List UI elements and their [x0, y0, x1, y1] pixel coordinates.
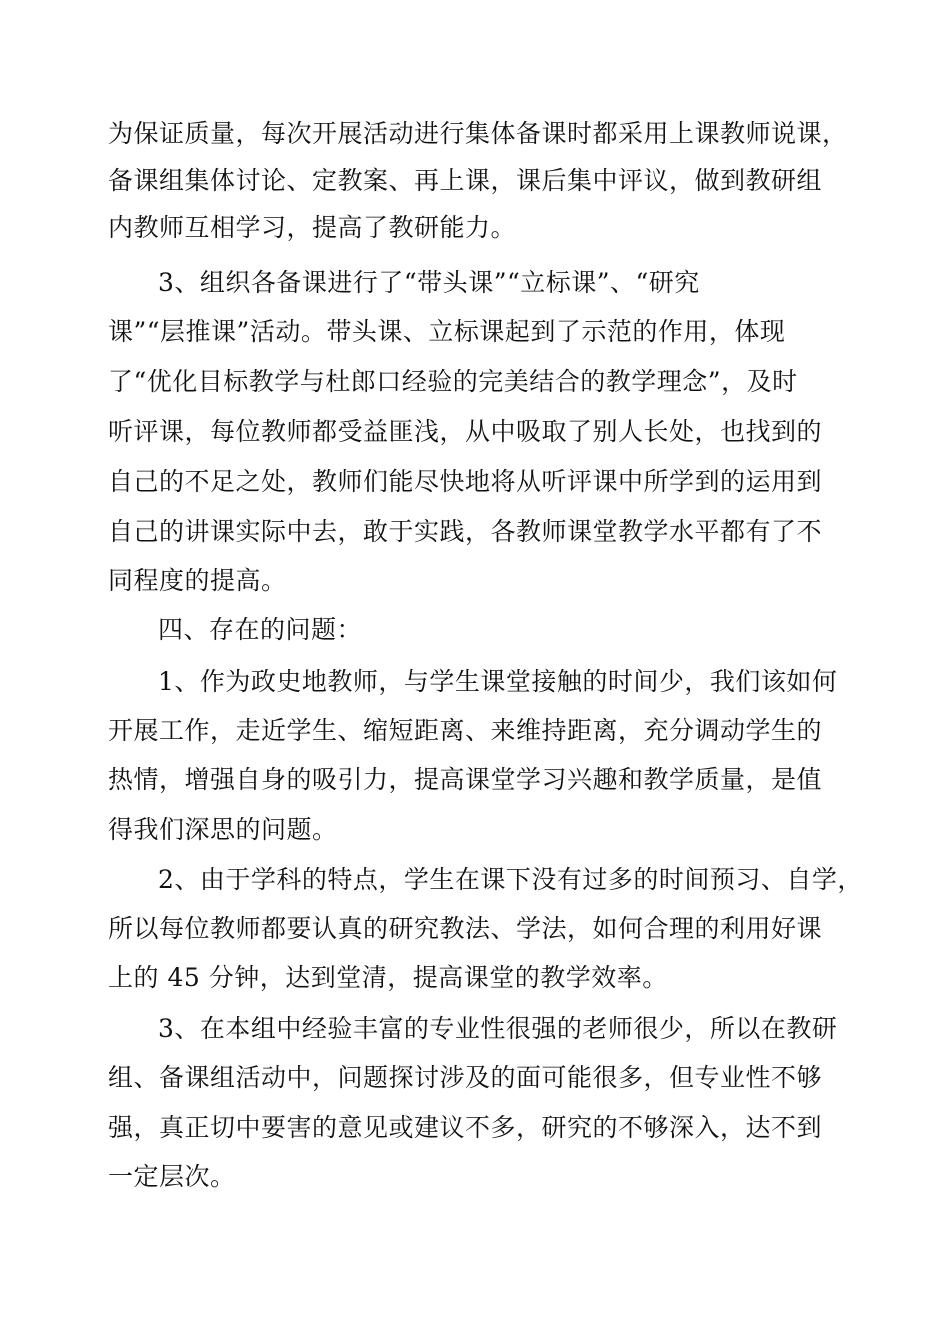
- paragraph-start-line: 2、由于学科的特点，学生在课下没有过多的时间预习、自学，: [158, 865, 863, 894]
- paragraph-start-line: 3、组织各备课进行了“带头课”“立标课”、“研究: [158, 268, 700, 297]
- text-line: 上的 45 分钟，达到堂清，提高课堂的教学效率。: [108, 963, 668, 992]
- text-line: 为保证质量，每次开展活动进行集体备课时都采用上课教师说课，: [108, 119, 848, 148]
- text-line: 听评课，每位教师都受益匪浅，从中吸取了别人长处，也找到的: [108, 417, 823, 446]
- text-line: 组、备课组活动中，问题探讨涉及的面可能很多，但专业性不够: [108, 1063, 823, 1092]
- paragraph-start-line: 3、在本组中经验丰富的专业性很强的老师很少，所以在教研: [158, 1014, 838, 1043]
- text-line: 内教师互相学习，提高了教研能力。: [108, 213, 517, 242]
- text-line: 热情，增强自身的吸引力，提高课堂学习兴趣和教学质量，是值: [108, 765, 823, 794]
- text-line: 同程度的提高。: [108, 566, 287, 595]
- paragraph-start-line: 1、作为政史地教师，与学生课堂接触的时间少，我们该如何: [158, 667, 838, 696]
- text-line: 自己的不足之处，教师们能尽快地将从听评课中所学到的运用到: [108, 467, 823, 496]
- text-line: 所以每位教师都要认真的研究教法、学法，如何合理的利用好课: [108, 914, 823, 943]
- text-line: 开展工作，走近学生、缩短距离、来维持距离，充分调动学生的: [108, 716, 823, 745]
- text-line: 强，真正切中要害的意见或建议不多，研究的不够深入，达不到: [108, 1113, 823, 1142]
- text-line: 自己的讲课实际中去，敢于实践，各教师课堂教学水平都有了不: [108, 517, 823, 546]
- text-line: 了“优化目标教学与杜郎口经验的完美结合的教学理念”，及时: [108, 367, 798, 396]
- text-line: 课”“层推课”活动。带头课、立标课起到了示范的作用，体现: [108, 317, 786, 346]
- text-line: 一定层次。: [108, 1162, 236, 1191]
- text-line: 得我们深思的问题。: [108, 815, 338, 844]
- section-heading: 四、存在的问题：: [158, 615, 363, 644]
- text-line: 备课组集体讨论、定教案、再上课，课后集中评议，做到教研组: [108, 166, 823, 195]
